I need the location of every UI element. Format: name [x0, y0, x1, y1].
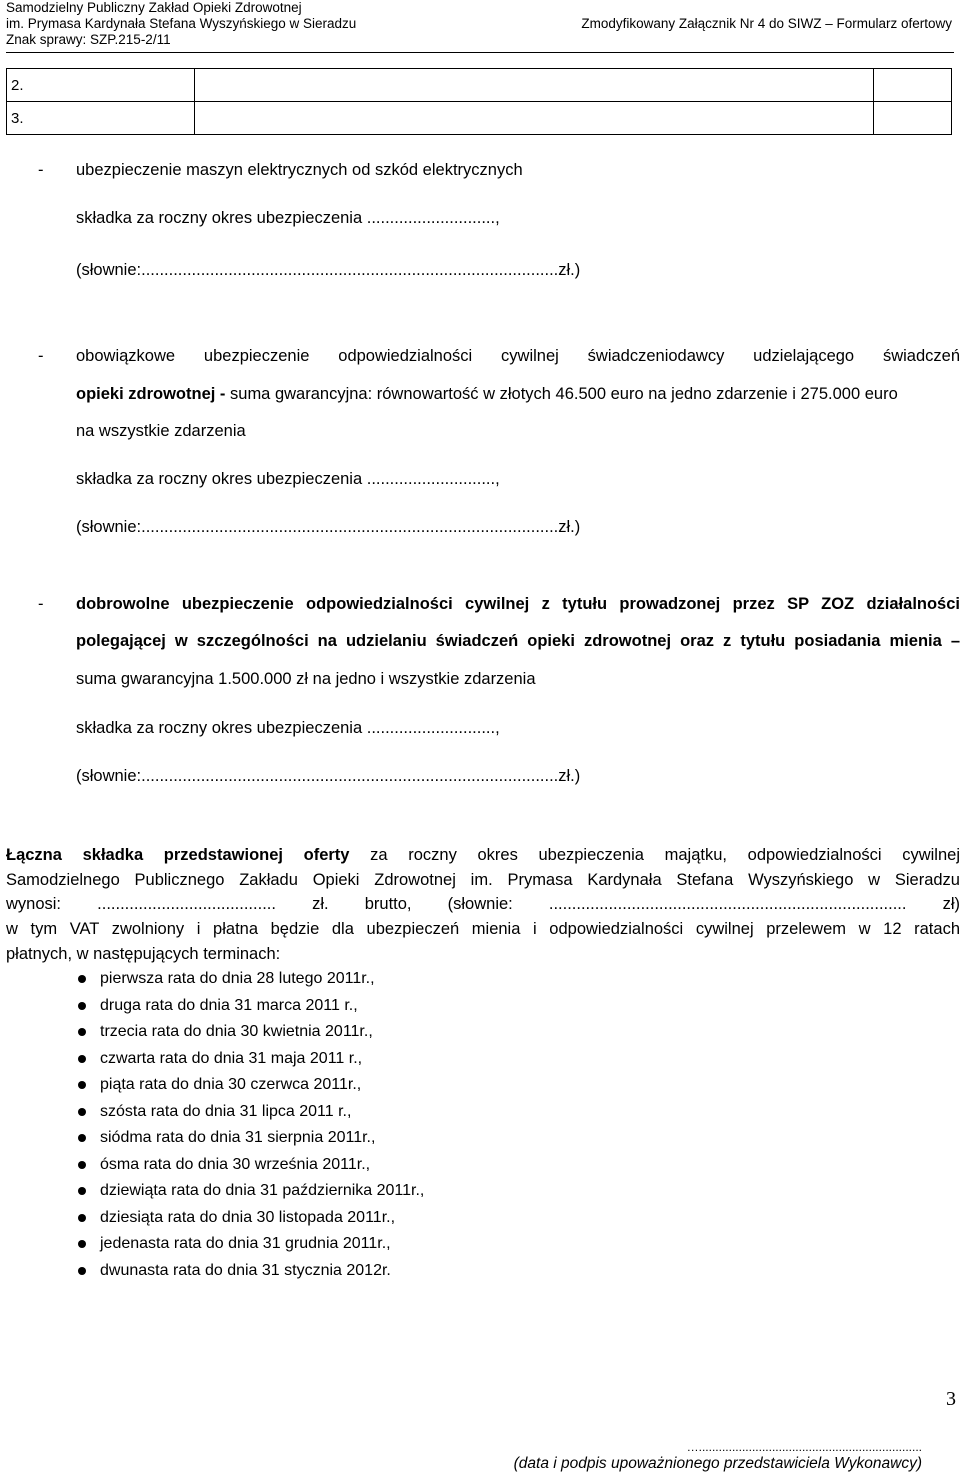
section3-title-line2: polegającej w szczególności na udzielaniu świadczeń opieki zdrowotnej oraz z tytułu posiadania mienia – [76, 632, 960, 650]
section2-title-line3: na wszystkie zdarzenia [76, 422, 246, 440]
list-item: jedenasta rata do dnia 31 grudnia 2011r., [78, 1234, 424, 1261]
total-line1-rest: za roczny okres ubezpieczenia majątku, odpowiedzialności cywilnej [349, 846, 960, 864]
section1-title: ubezpieczenie maszyn elektrycznych od szkód elektrycznych [76, 161, 523, 179]
header-institution: Samodzielny Publiczny Zakład Opieki Zdrowotnej [6, 0, 302, 15]
section2-premium: składka za roczny okres ubezpieczenia ............................, [76, 470, 500, 488]
list-item: czwarta rata do dnia 31 maja 2011 r., [78, 1049, 424, 1076]
row-description[interactable] [194, 69, 873, 102]
section2-bold-label: opieki zdrowotnej - [76, 385, 231, 403]
list-item: pierwsza rata do dnia 28 lutego 2011r., [78, 969, 424, 996]
total-line5: płatnych, w następujących terminach: [6, 945, 281, 963]
bullet-icon [78, 1161, 86, 1169]
header-institution-name: im. Prymasa Kardynała Stefana Wyszyńskiego w Sieradzu [6, 16, 357, 31]
installments-list [78, 969, 424, 1287]
bullet-icon [78, 1081, 86, 1089]
section3-premium-words: (słownie:...........................................................................................zł.) [76, 767, 581, 785]
header-left [6, 0, 356, 48]
section3-title-line3: suma gwarancyjna 1.500.000 zł na jedno i wszystkie zdarzenia [76, 670, 536, 688]
total-bold-label: Łączna składka przedstawionej oferty [6, 846, 350, 864]
list-item: dziesiąta rata do dnia 30 listopada 2011r., [78, 1208, 424, 1235]
section3-premium: składka za roczny okres ubezpieczenia ............................, [76, 719, 500, 737]
bullet-icon [78, 1267, 86, 1275]
section2-guarantee: suma gwarancyjna: równowartość w złotych 46.500 euro na jedno zdarzenie i 275.000 euro [230, 385, 898, 403]
section2-title-line2 [76, 384, 898, 404]
section2-title-line1: obowiązkowe ubezpieczenie odpowiedzialności cywilnej świadczeniodawcy udzielającego świadczeń [76, 347, 960, 365]
bullet-icon [78, 1134, 86, 1142]
bullet-icon [78, 1055, 86, 1063]
row-description[interactable] [194, 102, 873, 135]
total-line1 [6, 845, 960, 865]
bullet-icon [78, 975, 86, 983]
list-item: dziewiąta rata do dnia 31 października 2011r., [78, 1181, 424, 1208]
section3-title-line1: dobrowolne ubezpieczenie odpowiedzialności cywilnej z tytułu prowadzonej przez SP ZOZ działalności [76, 595, 960, 613]
list-item: druga rata do dnia 31 marca 2011 r., [78, 996, 424, 1023]
list-item: dwunasta rata do dnia 31 stycznia 2012r. [78, 1261, 424, 1288]
signature-dots: …................................................................... [686, 1440, 922, 1454]
section2-premium-words: (słownie:...........................................................................................zł.) [76, 518, 581, 536]
list-item: szósta rata do dnia 31 lipca 2011 r., [78, 1102, 424, 1129]
header-case-number: Znak sprawy: SZP.215-2/11 [6, 32, 171, 47]
bullet-icon [78, 1214, 86, 1222]
header-attachment-title: Zmodyfikowany Załącznik Nr 4 do SIWZ – Formularz ofertowy [581, 16, 952, 31]
total-line2: Samodzielnego Publicznego Zakładu Opieki Zdrowotnej im. Prymasa Kardynała Stefana Wyszyńskiego w Sieradzu [6, 871, 960, 889]
row-value[interactable] [873, 69, 951, 102]
section2-dash: - [38, 347, 44, 365]
page-number: 3 [946, 1388, 956, 1410]
total-line4: w tym VAT zwolniony i płatna będzie dla ubezpieczeń mienia i odpowiedzialności cywilnej przelewem w 12 ratach [6, 920, 960, 938]
list-item: piąta rata do dnia 30 czerwca 2011r., [78, 1075, 424, 1102]
list-item: ósma rata do dnia 30 września 2011r., [78, 1155, 424, 1182]
section3-dash: - [38, 595, 44, 613]
list-item: siódma rata do dnia 31 sierpnia 2011r., [78, 1128, 424, 1155]
row-number: 3. [7, 102, 195, 135]
bullet-icon [78, 1002, 86, 1010]
list-item: trzecia rata do dnia 30 kwietnia 2011r., [78, 1022, 424, 1049]
section1-premium: składka za roczny okres ubezpieczenia ............................, [76, 209, 500, 227]
row-number: 2. [7, 69, 195, 102]
items-table [6, 68, 952, 135]
header-divider [6, 52, 954, 53]
signature-label: (data i podpis upoważnionego przedstawiciela Wykonawcy) [513, 1455, 922, 1472]
table-row [7, 102, 952, 135]
table-row [7, 69, 952, 102]
bullet-icon [78, 1240, 86, 1248]
bullet-icon [78, 1108, 86, 1116]
bullet-icon [78, 1187, 86, 1195]
section1-dash: - [38, 161, 44, 179]
total-line3: wynosi: ....................................... zł. brutto, (słownie: .............................................................................. zł) [6, 895, 960, 913]
section1-premium-words: (słownie:...........................................................................................zł.) [76, 261, 581, 279]
row-value[interactable] [873, 102, 951, 135]
bullet-icon [78, 1028, 86, 1036]
